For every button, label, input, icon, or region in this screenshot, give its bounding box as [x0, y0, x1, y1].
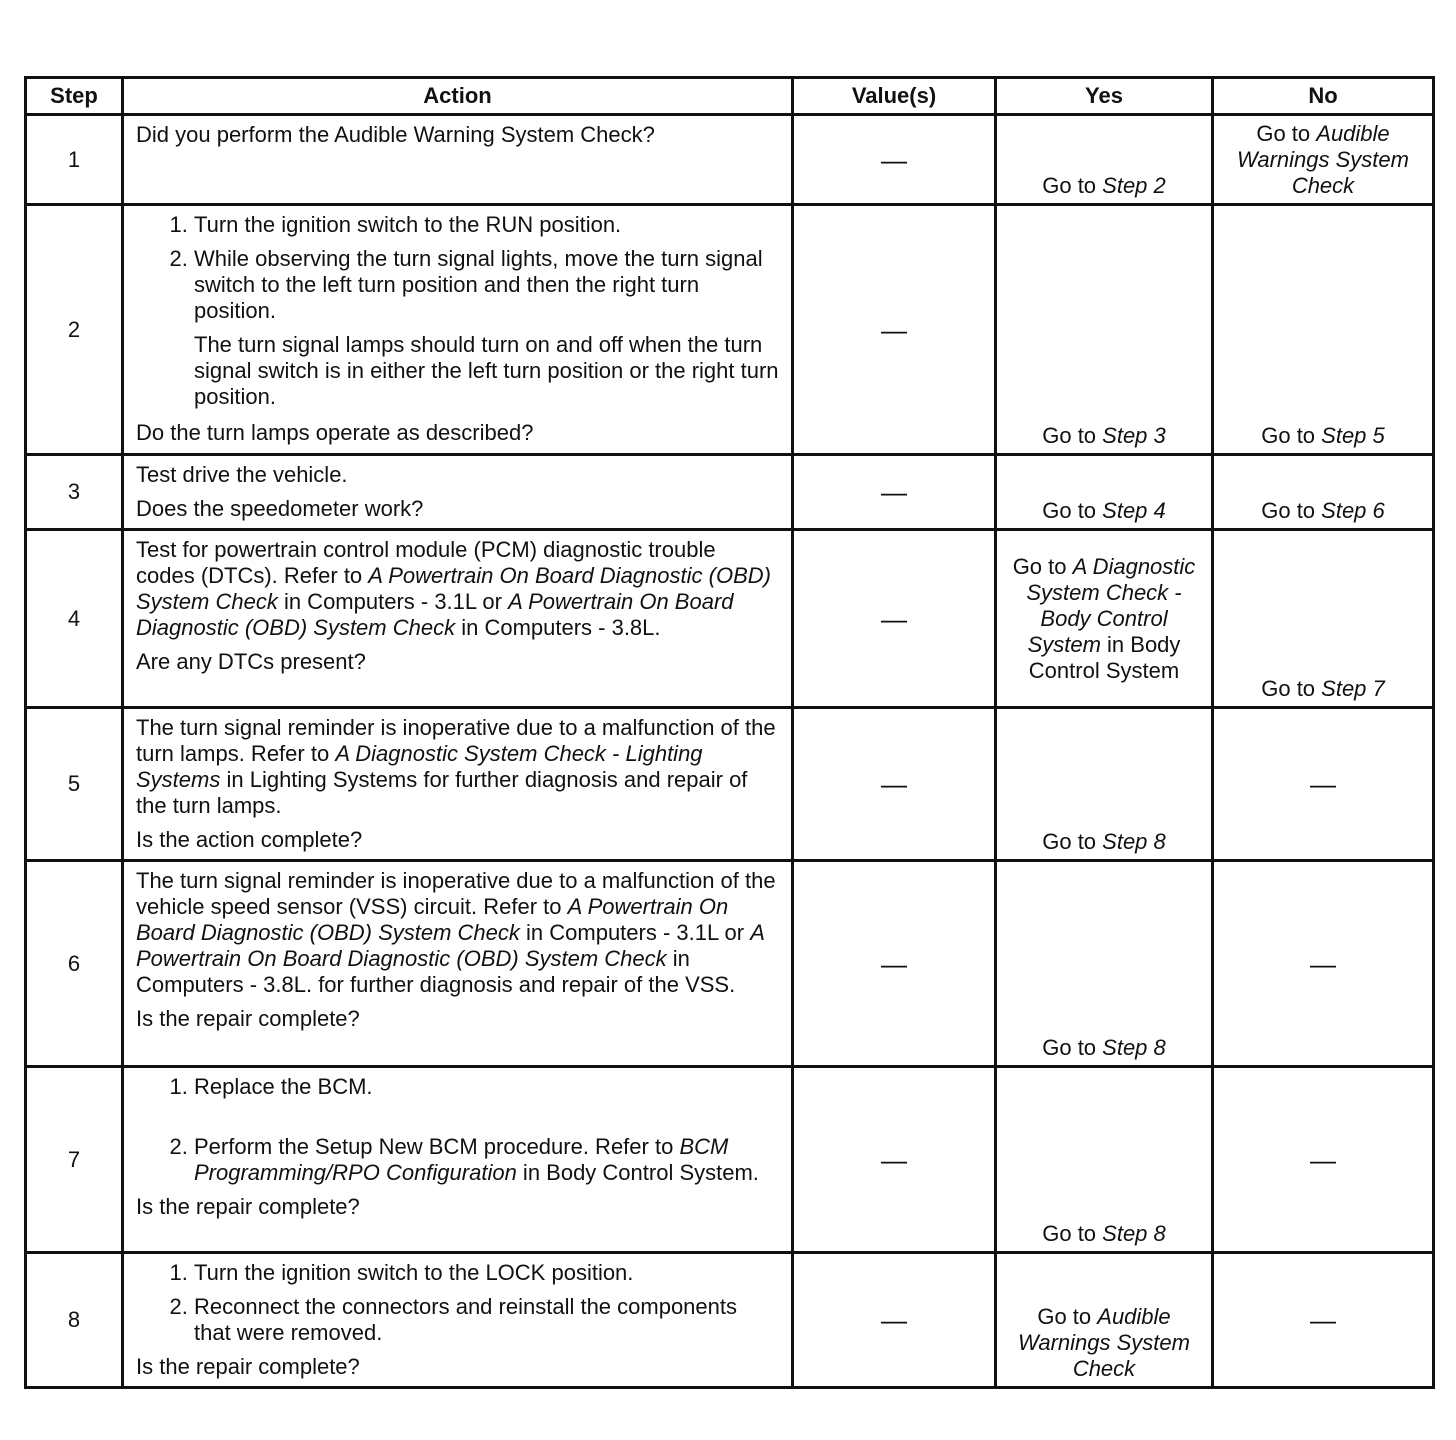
no-prefix: Go to [1261, 423, 1322, 448]
no-reference: Audible Warnings System Check [1237, 121, 1409, 198]
header-row [26, 78, 1434, 115]
action-steps [136, 212, 779, 324]
action-reference: A Powertrain On Board Diagnostic (OBD) System Check [136, 589, 734, 640]
action-question: Is the repair complete? [136, 1194, 360, 1219]
value-cell: — [793, 1067, 996, 1253]
action-cell [123, 205, 793, 455]
yes-cell [996, 1253, 1213, 1388]
step-number: 6 [26, 861, 123, 1067]
action-text [136, 868, 779, 998]
action-question: Is the repair complete? [136, 1006, 360, 1031]
value-cell: — [793, 530, 996, 708]
action-step-item: 1. Turn the ignition switch to the LOCK position. [194, 1260, 779, 1286]
action-step-item: 1. Replace the BCM. [194, 1074, 779, 1100]
yes-cell [996, 861, 1213, 1067]
action-steps [136, 1074, 779, 1186]
action-text-part: Test for powertrain control module (PCM) diagnostic trouble codes (DTCs). Refer to [136, 537, 716, 588]
header-step: Step [26, 78, 123, 115]
value-cell: — [793, 861, 996, 1067]
yes-prefix: Go to [1042, 173, 1103, 198]
action-text-part: in Computers - 3.8L. [455, 615, 661, 640]
no-prefix: Go to [1256, 121, 1317, 146]
yes-prefix: Go to [1012, 553, 1073, 579]
yes-cell [996, 530, 1213, 708]
action-text: Test drive the vehicle. [136, 462, 348, 487]
yes-prefix: Go to [1042, 1035, 1103, 1060]
action-step-item: 2. While observing the turn signal lights, move the turn signal switch to the left turn position and then the right turn position. [194, 246, 779, 324]
table-row [26, 1253, 1434, 1388]
no-cell [1213, 455, 1434, 530]
action-cell [123, 1067, 793, 1253]
action-question: Is the action complete? [136, 827, 363, 852]
yes-suffix: in Body Control System [1028, 631, 1181, 683]
action-text [136, 537, 779, 641]
no-reference: Step 7 [1321, 676, 1385, 701]
yes-reference: Step 8 [1102, 1035, 1166, 1060]
action-cell [123, 530, 793, 708]
action-step-item: 1. Turn the ignition switch to the RUN position. [194, 212, 779, 238]
table-row [26, 455, 1434, 530]
action-text-part: in Computers - 3.1L or [277, 589, 509, 614]
step-number: 7 [26, 1067, 123, 1253]
action-text-part: Perform the Setup New BCM procedure. Refer to [194, 1134, 680, 1159]
step-number: 8 [26, 1253, 123, 1388]
value-cell: — [793, 115, 996, 205]
no-reference: Step 5 [1321, 423, 1385, 448]
no-cell [1213, 205, 1434, 455]
value-cell: — [793, 708, 996, 861]
no-cell [1213, 115, 1434, 205]
yes-reference: Step 3 [1102, 423, 1166, 448]
action-reference: A Powertrain On Board Diagnostic (OBD) System Check [136, 920, 765, 971]
action-cell [123, 1253, 793, 1388]
action-cell [123, 708, 793, 861]
step-number: 3 [26, 455, 123, 530]
table-row [26, 115, 1434, 205]
yes-cell [996, 1067, 1213, 1253]
yes-prefix: Go to [1042, 423, 1103, 448]
yes-reference: Step 8 [1102, 1221, 1166, 1246]
step-number: 4 [26, 530, 123, 708]
action-question: Is the repair complete? [136, 1354, 360, 1379]
step-number: 2 [26, 205, 123, 455]
value-cell: — [793, 1253, 996, 1388]
table-row [26, 205, 1434, 455]
action-question: Are any DTCs present? [136, 649, 366, 674]
value-cell: — [793, 205, 996, 455]
action-text: Did you perform the Audible Warning System Check? [136, 122, 655, 147]
value-cell: — [793, 455, 996, 530]
table-row [26, 530, 1434, 708]
action-text-part: The turn signal reminder is inoperative due to a malfunction of the turn lamps. Refer to [136, 715, 776, 766]
step-number: 5 [26, 708, 123, 861]
yes-cell [996, 205, 1213, 455]
yes-reference: Audible Warnings System Check [1018, 1304, 1190, 1381]
action-question: Do the turn lamps operate as described? [136, 420, 534, 445]
header-action: Action [123, 78, 793, 115]
diagnostic-table [24, 76, 1435, 1389]
table-row [26, 861, 1434, 1067]
action-reference: BCM Programming/RPO Configuration [194, 1134, 729, 1185]
yes-prefix: Go to [1042, 1221, 1103, 1246]
action-text-part: in Computers - 3.8L. for further diagnosis and repair of the VSS. [136, 946, 736, 997]
no-cell: — [1213, 708, 1434, 861]
no-reference: Step 6 [1321, 498, 1385, 523]
action-cell [123, 455, 793, 530]
action-note: The turn signal lamps should turn on and off when the turn signal switch is in either the left turn position or the right turn position. [194, 332, 779, 409]
table-row [26, 708, 1434, 861]
action-steps [136, 1260, 779, 1346]
header-yes: Yes [996, 78, 1213, 115]
action-step-item: 2. Reconnect the connectors and reinstall the components that were removed. [194, 1294, 779, 1346]
action-text-part: The turn signal reminder is inoperative due to a malfunction of the vehicle speed sensor (VSS) circuit. Refer to [136, 868, 776, 919]
yes-reference: Step 4 [1102, 498, 1166, 523]
action-text [136, 715, 779, 819]
no-prefix: Go to [1261, 498, 1322, 523]
action-text-part: in Computers - 3.1L or [519, 920, 751, 945]
yes-prefix: Go to [1037, 1304, 1098, 1329]
action-cell [123, 861, 793, 1067]
action-reference: A Diagnostic System Check - Lighting Systems [136, 741, 703, 792]
yes-reference: A Diagnostic System Check - Body Control System [1026, 553, 1196, 657]
yes-reference: Step 2 [1102, 173, 1166, 198]
action-step-item [194, 1134, 779, 1186]
no-cell: — [1213, 1253, 1434, 1388]
yes-prefix: Go to [1042, 498, 1103, 523]
yes-cell [996, 708, 1213, 861]
table-row [26, 1067, 1434, 1253]
action-reference: A Powertrain On Board Diagnostic (OBD) System Check [136, 894, 729, 945]
yes-reference: Step 8 [1102, 829, 1166, 854]
no-cell: — [1213, 1067, 1434, 1253]
action-text-part: in Lighting Systems for further diagnosis and repair of the turn lamps. [136, 767, 748, 818]
header-values: Value(s) [793, 78, 996, 115]
action-reference: A Powertrain On Board Diagnostic (OBD) System Check [136, 563, 771, 614]
action-cell [123, 115, 793, 205]
no-prefix: Go to [1261, 676, 1322, 701]
yes-prefix: Go to [1042, 829, 1103, 854]
no-cell: — [1213, 861, 1434, 1067]
no-cell [1213, 530, 1434, 708]
header-no: No [1213, 78, 1434, 115]
yes-cell [996, 115, 1213, 205]
action-text-part: in Body Control System. [516, 1160, 759, 1185]
step-number: 1 [26, 115, 123, 205]
action-question: Does the speedometer work? [136, 496, 424, 521]
yes-cell [996, 455, 1213, 530]
